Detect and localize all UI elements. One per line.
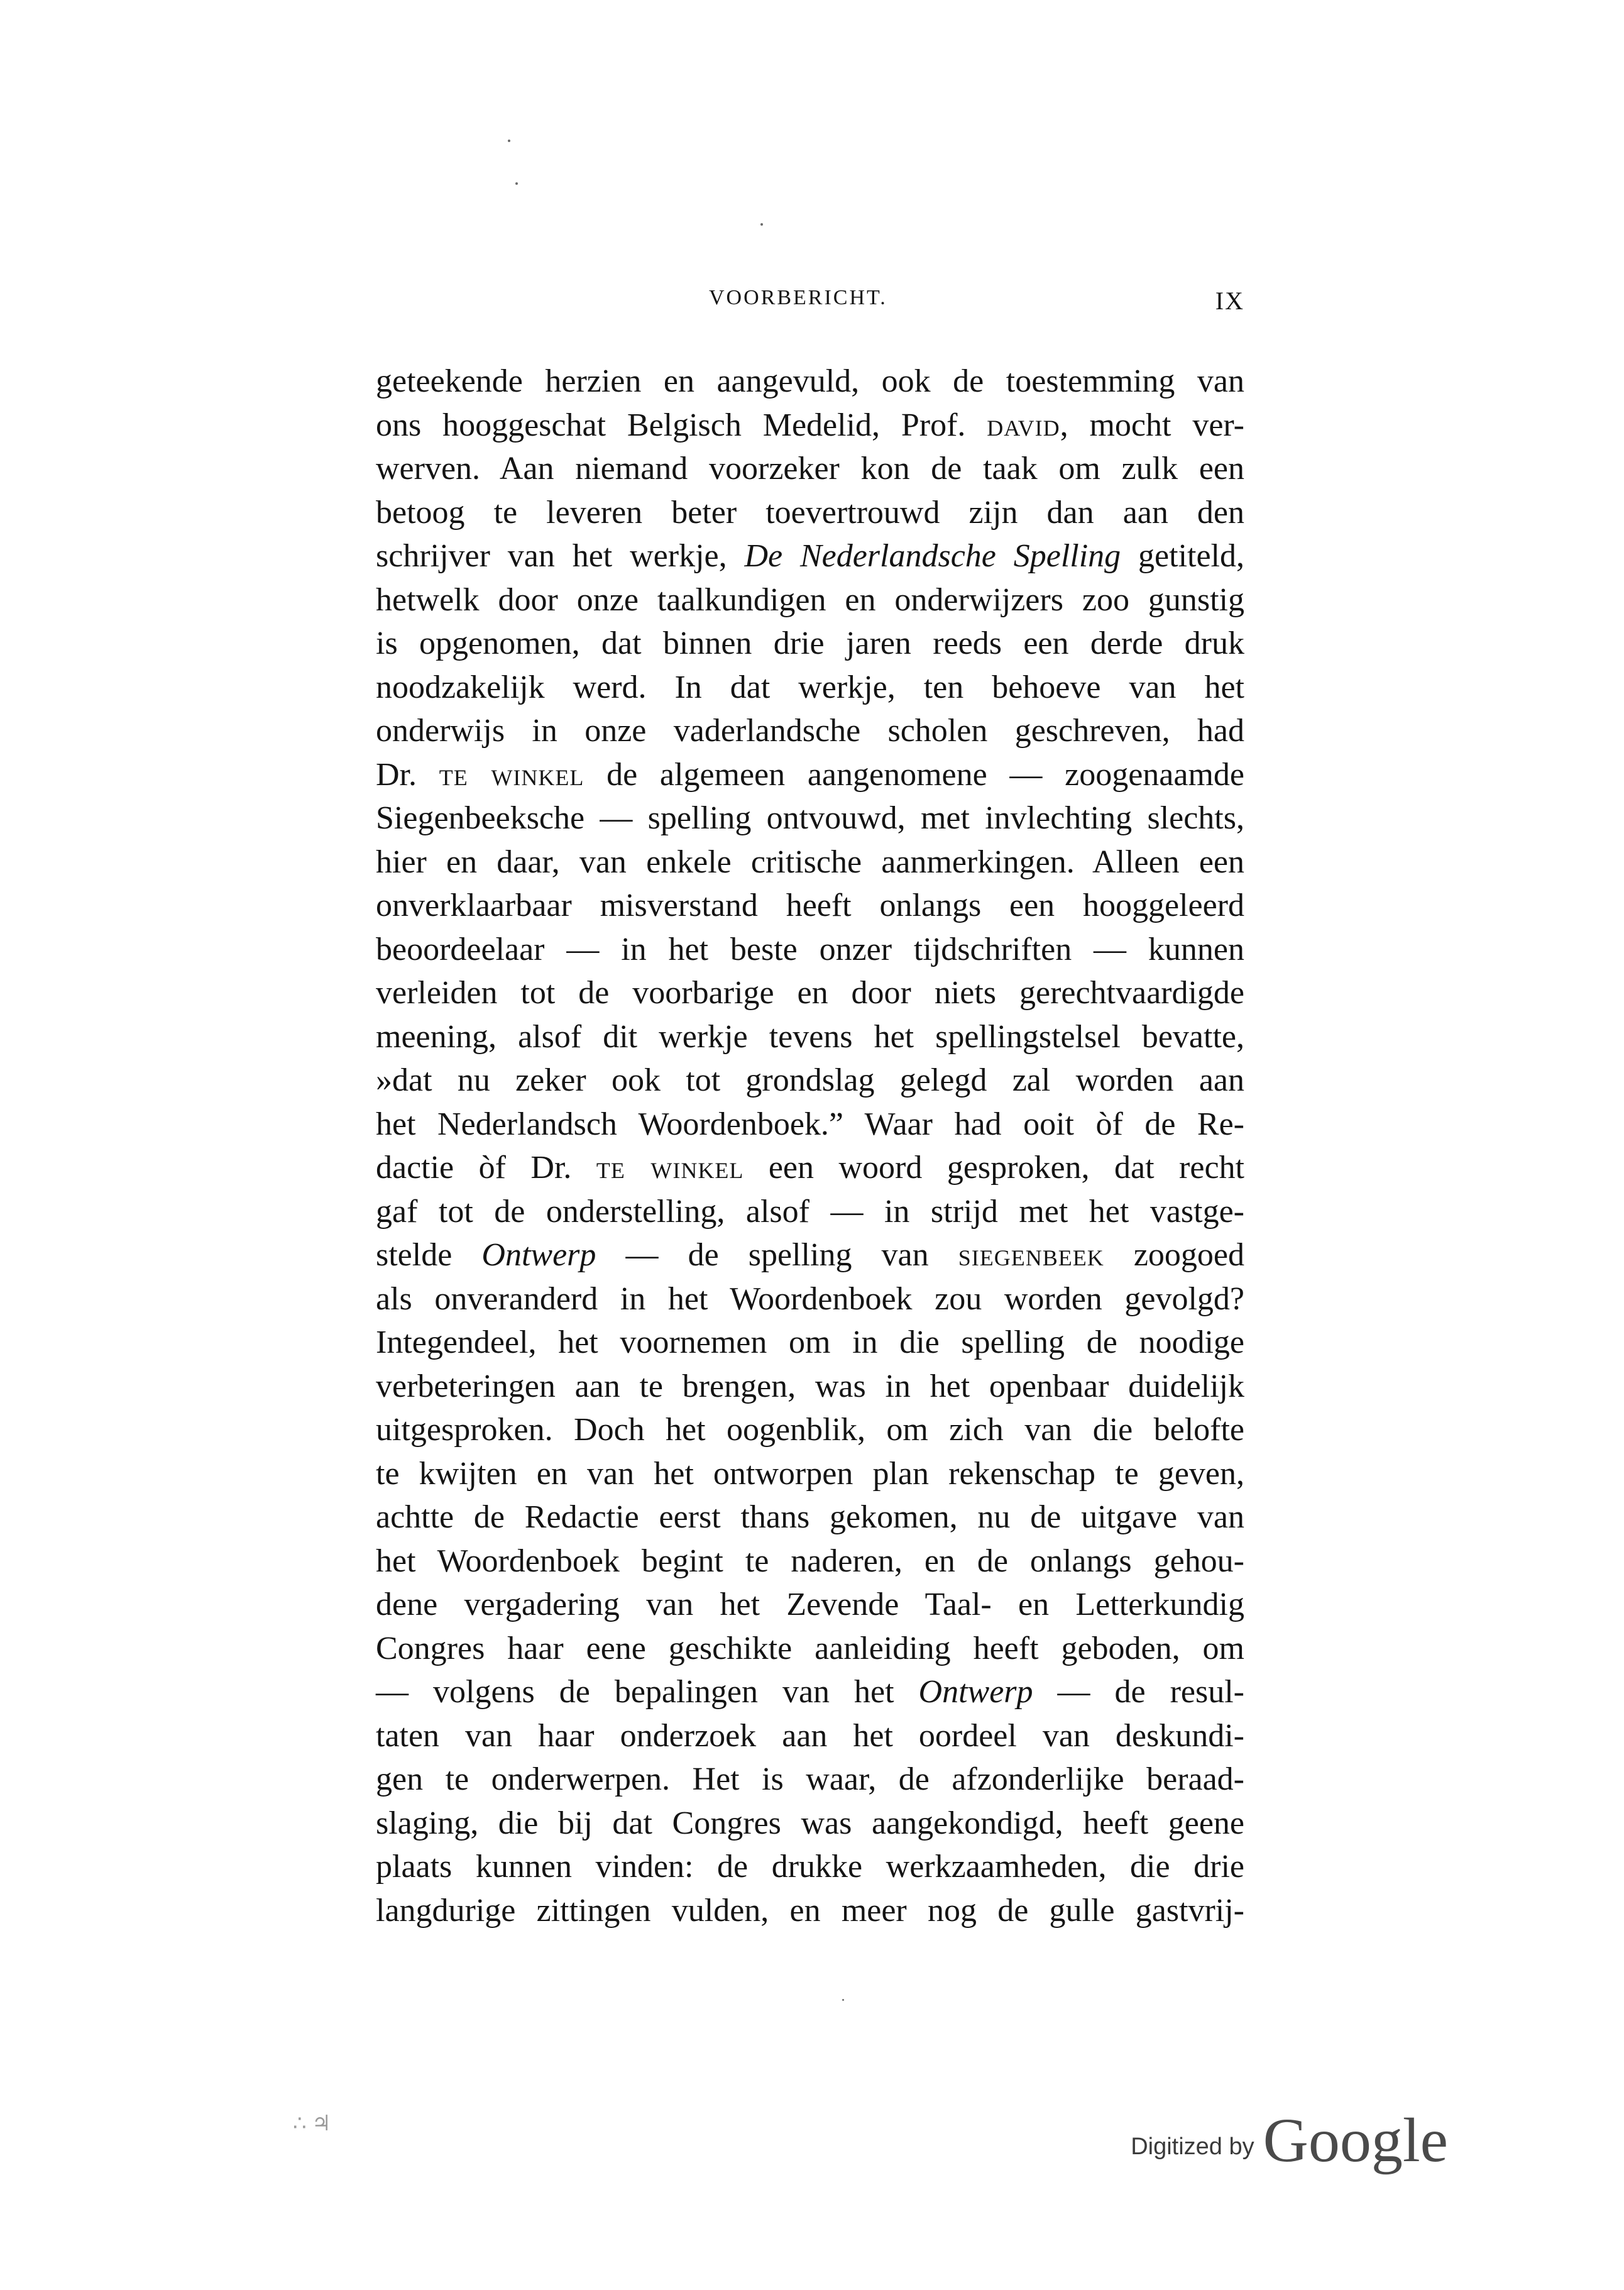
- text-line: [376, 1190, 1244, 1234]
- text-line: [376, 1802, 1244, 1846]
- small-caps-name: te winkel: [596, 1150, 744, 1186]
- text-line: [376, 666, 1244, 710]
- text-run: verbeteringen aan te brengen, was in het openbaar duidelijk: [376, 1368, 1244, 1404]
- text-run: verleiden tot de voorbarige en door niets gerechtvaardigde: [376, 975, 1244, 1011]
- paper-speck: [842, 1999, 844, 2001]
- text-run: geteekende herzien en aangevuld, ook de toestemming van: [376, 363, 1244, 399]
- italic-title: Ontwerp: [481, 1237, 596, 1273]
- italic-title: De Nederlandsche Spelling: [744, 538, 1121, 574]
- text-line: [376, 796, 1244, 840]
- text-line: [376, 1670, 1244, 1714]
- paper-speck: [515, 182, 518, 185]
- text-run: gen te onderwerpen. Het is waar, de afzonderlijke beraad-: [376, 1761, 1244, 1797]
- running-title: VOORBERICHT.: [709, 286, 887, 309]
- paper-speck: [508, 140, 510, 142]
- text-line: [376, 1627, 1244, 1671]
- text-run: plaats kunnen vinden: de drukke werkzaamheden, die drie: [376, 1849, 1244, 1885]
- text-line: [376, 1495, 1244, 1539]
- text-line: [376, 1845, 1244, 1889]
- text-run: »dat nu zeker ook tot grondslag gelegd zal worden aan: [376, 1062, 1244, 1098]
- text-run: een woord gesproken, dat recht: [743, 1150, 1244, 1186]
- italic-title: Ontwerp: [918, 1674, 1033, 1710]
- text-run: Integendeel, het voornemen om in die spelling de noodige: [376, 1324, 1244, 1360]
- text-run: langdurige zittingen vulden, en meer nog de gulle gastvrij-: [376, 1892, 1244, 1929]
- text-line: [376, 928, 1244, 972]
- text-line: [376, 709, 1244, 753]
- text-line: [376, 1233, 1244, 1277]
- text-line: [376, 534, 1244, 578]
- digitization-watermark: [1131, 2105, 1448, 2175]
- text-run: — de spelling van: [596, 1237, 958, 1273]
- text-run: dactie òf Dr.: [376, 1150, 596, 1186]
- text-run: getiteld,: [1121, 538, 1245, 574]
- text-line: [376, 1583, 1244, 1627]
- running-head: [376, 286, 1244, 324]
- text-run: zoogoed: [1104, 1237, 1244, 1273]
- text-line: [376, 1321, 1244, 1365]
- body-text: [376, 360, 1244, 1932]
- text-line: [376, 1452, 1244, 1496]
- text-run: noodzakelijk werd. In dat werkje, ten behoeve van het: [376, 669, 1244, 705]
- text-run: achtte de Redactie eerst thans gekomen, nu de uitgave van: [376, 1499, 1244, 1535]
- text-line: [376, 1408, 1244, 1452]
- text-line: [376, 840, 1244, 884]
- text-run: — volgens de bepalingen van het: [376, 1674, 919, 1710]
- text-run: de algemeen aangenomene — zoogenaamde: [584, 756, 1244, 793]
- text-run: onverklaarbaar misverstand heeft onlangs een hooggeleerd: [376, 888, 1244, 923]
- text-run: werven. Aan niemand voorzeker kon de taak om zulk een: [376, 451, 1244, 487]
- text-run: , mocht ver-: [1060, 407, 1244, 443]
- text-line: [376, 1277, 1244, 1321]
- ink-smudge: ∴ ♃: [293, 2112, 331, 2135]
- text-run: Dr.: [376, 756, 439, 793]
- text-run: meening, alsof dit werkje tevens het spellingstelsel bevatte,: [376, 1018, 1244, 1055]
- google-logo: Google: [1263, 2105, 1448, 2175]
- text-run: het Woordenboek begint te naderen, en de onlangs gehou-: [376, 1543, 1244, 1579]
- text-run: hetwelk door onze taalkundigen en onderwijzers zoo gunstig: [376, 581, 1244, 618]
- text-run: het Nederlandsch Woordenboek.” Waar had ooit òf de Re-: [376, 1106, 1244, 1142]
- text-line: [376, 971, 1244, 1015]
- text-run: ons hooggeschat Belgisch Medelid, Prof.: [376, 407, 987, 443]
- text-line: [376, 1758, 1244, 1802]
- small-caps-name: te winkel: [439, 756, 584, 793]
- text-line: [376, 1365, 1244, 1409]
- text-run: is opgenomen, dat binnen drie jaren reeds een derde druk: [376, 625, 1244, 661]
- text-line: [376, 1015, 1244, 1059]
- text-line: [376, 404, 1244, 448]
- watermark-prefix: Digitized by: [1131, 2133, 1254, 2160]
- text-run: Congres haar eene geschikte aanleiding heeft geboden, om: [376, 1630, 1244, 1666]
- text-line: [376, 1103, 1244, 1147]
- text-run: gaf tot de onderstelling, alsof — in strijd met het vastge-: [376, 1193, 1244, 1230]
- text-run: slaging, die bij dat Congres was aangekondigd, heeft geene: [376, 1805, 1244, 1841]
- text-line: [376, 884, 1244, 928]
- text-run: uitgesproken. Doch het oogenblik, om zich van die belofte: [376, 1412, 1244, 1448]
- text-run: dene vergadering van het Zevende Taal- en Letterkundig: [376, 1587, 1244, 1622]
- text-line: [376, 1889, 1244, 1933]
- small-caps-name: david: [987, 407, 1060, 443]
- text-line: [376, 447, 1244, 491]
- text-line: [376, 1146, 1244, 1190]
- text-run: stelde: [376, 1237, 482, 1273]
- text-line: [376, 360, 1244, 404]
- text-run: te kwijten en van het ontworpen plan rekenschap te geven,: [376, 1455, 1244, 1492]
- text-run: schrijver van het werkje,: [376, 538, 745, 574]
- text-run: beoordeelaar — in het beste onzer tijdschriften — kunnen: [376, 931, 1244, 967]
- text-line: [376, 1059, 1244, 1103]
- page-number: IX: [1215, 287, 1244, 315]
- paper-speck: [760, 223, 763, 226]
- small-caps-name: siegenbeek: [958, 1237, 1104, 1273]
- text-line: [376, 578, 1244, 622]
- text-run: onderwijs in onze vaderlandsche scholen geschreven, had: [376, 713, 1244, 749]
- text-run: Siegenbeeksche — spelling ontvouwd, met invlechting slechts,: [376, 800, 1244, 836]
- text-line: [376, 753, 1244, 797]
- text-line: [376, 491, 1244, 535]
- text-run: taten van haar onderzoek aan het oordeel van deskundi-: [376, 1717, 1244, 1754]
- text-line: [376, 1539, 1244, 1583]
- text-run: betoog te leveren beter toevertrouwd zijn dan aan den: [376, 494, 1244, 531]
- text-run: — de resul-: [1033, 1674, 1244, 1710]
- text-line: [376, 622, 1244, 666]
- text-line: [376, 1714, 1244, 1758]
- text-run: hier en daar, van enkele critische aanmerkingen. Alleen een: [376, 844, 1244, 880]
- text-run: als onveranderd in het Woordenboek zou worden gevolgd?: [376, 1280, 1244, 1317]
